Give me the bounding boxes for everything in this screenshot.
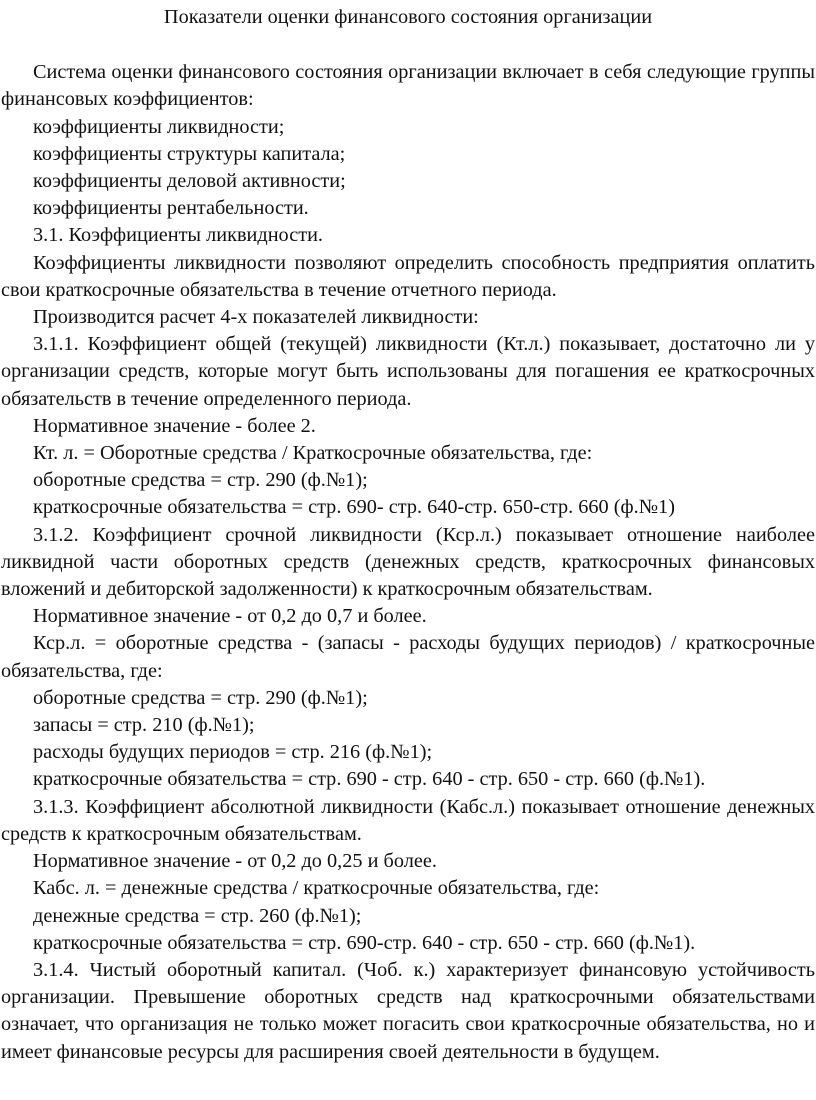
document-title: Показатели оценки финансового состояния организации bbox=[163, 6, 653, 28]
formula-term: краткосрочные обязательства = стр. 690 - стр. 640 - стр. 650 - стр. 660 (ф.№1). bbox=[33, 768, 706, 791]
formula-term: краткосрочные обязательства = стр. 690-стр. 640 - стр. 650 - стр. 660 (ф.№1). bbox=[33, 931, 696, 954]
norm-value-quick: Нормативное значение - от 0,2 до 0,7 и более. bbox=[33, 605, 427, 628]
section-heading-3-1: 3.1. Коэффициенты ликвидности. bbox=[33, 224, 323, 247]
paragraph-3-1-2: 3.1.2. Коэффициент срочной ликвидности (Кср.л.) показывает отношение наиболее ликвидной части оборотных средств (денежных средств, краткосрочных финансовых вложений и дебиторской задолженности) к краткосрочным обязательствам. bbox=[1, 523, 815, 601]
norm-value-absolute: Нормативное значение - от 0,2 до 0,25 и более. bbox=[33, 850, 437, 873]
paragraph-3-1-1: 3.1.1. Коэффициент общей (текущей) ликвидности (Кт.л.) показывает, достаточно ли у организации средств, которые могут быть использованы для погашения ее краткосрочных обязательств в течение определенного периода. bbox=[1, 333, 815, 410]
paragraph-intro: Система оценки финансового состояния организации включает в себя следующие группы финансовых коэффициентов: bbox=[1, 61, 815, 111]
list-item-liquidity: коэффициенты ликвидности; bbox=[33, 115, 285, 138]
formula-term: запасы = стр. 210 (ф.№1); bbox=[33, 714, 255, 737]
list-item-business-activity: коэффициенты деловой активности; bbox=[33, 170, 346, 193]
formula-absolute: Кабс. л. = денежные средства / краткосрочные обязательства, где: bbox=[33, 877, 600, 900]
spacer bbox=[1, 31, 815, 59]
list-item-profitability: коэффициенты рентабельности. bbox=[33, 197, 309, 220]
paragraph-liquidity-count: Производится расчет 4-х показателей ликвидности: bbox=[33, 306, 479, 329]
formula-term: оборотные средства = стр. 290 (ф.№1); bbox=[33, 469, 368, 492]
list-item-capital-structure: коэффициенты структуры капитала; bbox=[33, 142, 346, 165]
formula-term: оборотные средства = стр. 290 (ф.№1); bbox=[33, 686, 368, 709]
norm-value-current: Нормативное значение - более 2. bbox=[33, 414, 316, 437]
paragraph-3-1-4: 3.1.4. Чистый оборотный капитал. (Чоб. к.) характеризует финансовую устойчивость организации. Превышение оборотных средств над краткосрочными обязательствами означает, что организация не только может погасить свои краткосрочные обязательства, но и имеет финансовые ресурсы для расширения своей деятельности в будущем. bbox=[1, 958, 815, 1063]
formula-current: Кт. л. = Оборотные средства / Краткосрочные обязательства, где: bbox=[33, 442, 593, 465]
paragraph-3-1-3: 3.1.3. Коэффициент абсолютной ликвидности (Кабс.л.) показывает отношение денежных средств к краткосрочным обязательствам. bbox=[1, 795, 815, 845]
formula-term: расходы будущих периодов = стр. 216 (ф.№1); bbox=[33, 741, 433, 764]
formula-term: денежные средства = стр. 260 (ф.№1); bbox=[33, 904, 362, 927]
formula-term: краткосрочные обязательства = стр. 690- стр. 640-стр. 650-стр. 660 (ф.№1) bbox=[33, 496, 675, 519]
formula-quick: Кср.л. = оборотные средства - (запасы - расходы будущих периодов) / краткосрочные обязательства, где: bbox=[1, 632, 815, 682]
paragraph-liquidity-definition: Коэффициенты ликвидности позволяют определить способность предприятия оплатить свои краткосрочные обязательства в течение отчетного периода. bbox=[1, 251, 815, 301]
